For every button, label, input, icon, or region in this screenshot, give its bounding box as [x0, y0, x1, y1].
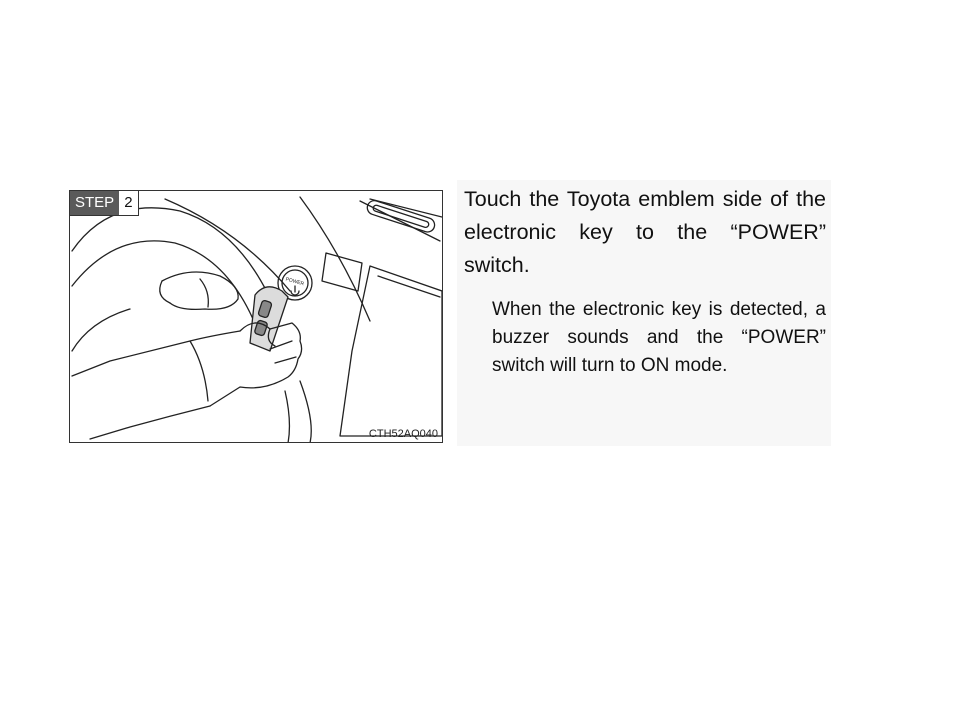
step-badge: [70, 191, 139, 216]
hand-holding-key-illustration: [70, 191, 443, 443]
power-button-label: POWER: [284, 276, 305, 288]
illustration-code: CTH52AQ040: [368, 428, 438, 440]
step-illustration: [69, 190, 443, 443]
step-word: STEP: [70, 191, 119, 215]
note-text: When the electronic key is detected, a buzzer sounds and the “POWER” switch will turn to ON mode.: [492, 299, 826, 376]
instruction-text: Touch the Toyota emblem side of the electronic key to the “POWER” switch.: [464, 187, 826, 277]
step-number: 2: [119, 191, 137, 215]
